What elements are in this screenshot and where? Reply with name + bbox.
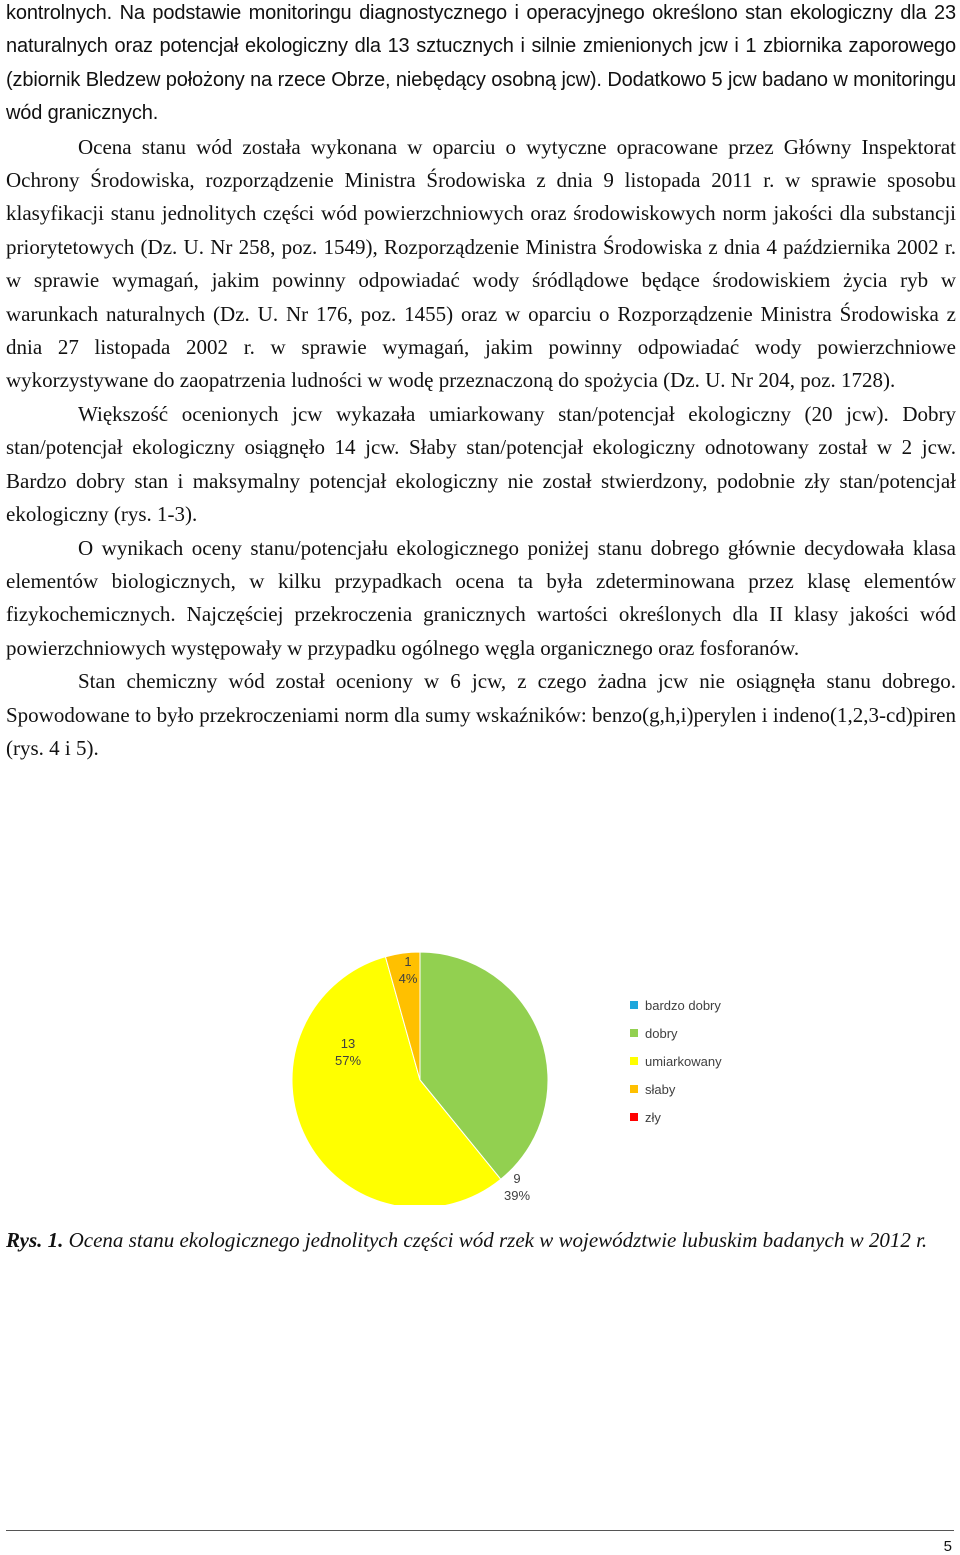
caption-label: Rys. 1. [6,1228,64,1252]
paragraph-assessment-basis: Ocena stanu wód została wykonana w oparciu o wytyczne opracowane przez Główny Inspektorat Ochrony Środowiska, rozporządzenie Ministra Środowiska z dnia 9 listopada 2011 r. w sprawie sposobu klasyfikacji stanu jednolitych części wód powierzchniowych oraz środowiskowych norm jakości dla substancji priorytetowych (Dz. U. Nr 258, poz. 1549), Rozporządzenie Ministra Środowiska z dnia 4 października 2002 r. w sprawie wymagań, jakim powinny odpowiadać wody śródlądowe będące środowiskiem życia ryb w warunkach naturalnych (Dz. U. Nr 176, poz. 1455) oraz w oparciu o Rozporządzenie Ministra Środowiska z dnia 27 listopada 2002 r. w sprawie wymagań, jakim powinny odpowiadać wody powierzchniowe wykorzystywane do zaopatrzenia ludności w wodę przeznaczoną do spożycia (Dz. U. Nr 204, poz. 1728). [6,134,956,393]
slice-percent-label: 4% [398,971,418,986]
footer-rule [6,1530,954,1531]
legend-label: umiarkowany [645,1054,722,1069]
legend-label: dobry [645,1026,678,1041]
pie-chart-svg [270,920,810,1205]
legend-swatch [630,1113,638,1121]
paragraph-monitoring: kontrolnych. Na podstawie monitoringu diagnostycznego i operacyjnego określono stan ekologiczny dla 23 naturalnych oraz potencjał ekologiczny dla 13 sztucznych i silnie zmienionych jcw i 1 zbiornika zaporowego (zbiornik Bledzew położony na rzece Obrze, niebędący osobną jcw). Dodatkowo 5 jcw badano w monitoringu wód granicznych. [6,2,956,125]
slice-percent-label: 57% [334,1053,362,1068]
legend-swatch [630,1057,638,1065]
legend-swatch [630,1029,638,1037]
body-text [6,0,956,765]
legend-label: zły [645,1110,661,1125]
pie-chart [270,920,810,1205]
pie-slices [292,952,548,1205]
legend-swatch [630,1085,638,1093]
page-number: 5 [943,1538,952,1555]
chart-legend [630,998,722,1125]
slice-value-label: 1 [404,954,412,969]
slice-percent-label: 39% [503,1188,531,1203]
legend-label: bardzo dobry [645,998,721,1013]
slice-value-label: 13 [340,1036,356,1051]
paragraph-determinants: O wynikach oceny stanu/potencjału ekologicznego poniżej stanu dobrego głównie decydowała klasa elementów biologicznych, w kilku przypadkach ocena ta była zdeterminowana przez klasę elementów fizykochemicznych. Najczęściej przekroczenia granicznych wartości określonych dla II klasy jakości wód powierzchniowych występowały w przypadku ogólnego węgla organicznego oraz fosforanów. [6,535,956,660]
figure-caption [6,1227,956,1254]
legend-swatch [630,1001,638,1009]
paragraph-ecological-summary: Większość ocenionych jcw wykazała umiarkowany stan/potencjał ekologiczny (20 jcw). Dobry stan/potencjał ekologiczny osiągnęło 14 jcw. Słaby stan/potencjał ekologiczny odnotowany został w 2 jcw. Bardzo dobry stan i maksymalny potencjał ekologiczny nie został stwierdzony, podobnie zły stan/potencjał ekologiczny (rys. 1-3). [6,401,956,527]
paragraph-chemical-status: Stan chemiczny wód został oceniony w 6 jcw, z czego żadna jcw nie osiągnęła stanu dobrego. Spowodowane to było przekroczeniami norm dla sumy wskaźników: benzo(g,h,i)perylen i indeno(1,2,3-cd)piren (rys. 4 i 5). [6,669,956,760]
caption-text: Ocena stanu ekologicznego jednolitych części wód rzek w województwie lubuskim badanych w 2012 r. [68,1228,928,1252]
slice-value-label: 9 [513,1171,521,1186]
legend-label: słaby [645,1082,676,1097]
